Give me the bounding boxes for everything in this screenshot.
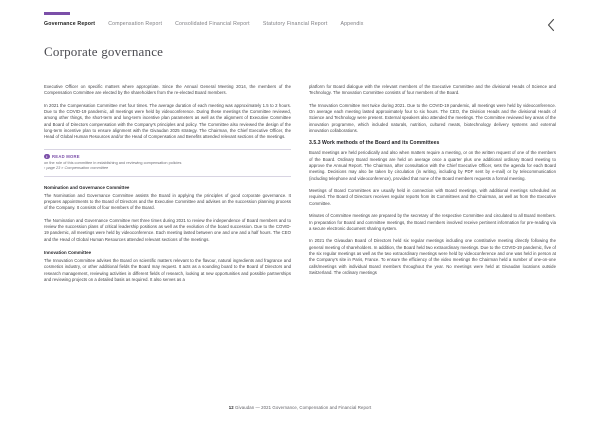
chevron-left-icon[interactable] — [546, 18, 556, 32]
read-more-link[interactable]: › page 23 » Compensation committee — [44, 166, 109, 171]
article-body — [44, 84, 556, 396]
paragraph: platform for Board dialogue with the relevant members of the Executive Committee and the divisional Heads of Science and Technology. The Innovation Committee consists of four members of the Board. — [309, 84, 556, 96]
right-column — [309, 84, 556, 396]
read-more-callout[interactable] — [44, 149, 291, 177]
paragraph: Board meetings are held periodically and also when matters require a meeting, or on the written request of one of the members of the Board. Ordinary Board meetings are held on average once a quarter plus one additional ordinary Board meeting to approve the Annual Report. The Chairman, after consultation with the Chief Executive Officer, sets the agenda for each Board meeting. Decisions may also be taken by circulation (in writing, including by PDF sent by e-mail) or by telecommunication (including telephone and videoconference), provided that none of the Board members requests a formal meeting. — [309, 150, 556, 181]
page-title: Corporate governance — [44, 44, 164, 59]
read-more-label: READ MORE — [52, 154, 80, 159]
heading-nomination-governance-committee: Nomination and Governance Committee — [44, 184, 130, 190]
paragraph: The Innovation Committee met twice during 2021. Due to the COVID-19 pandemic, all meetings were held by videoconference. On average each meeting lasted approximately four to six hours. The CEO, the Division Heads and the divisional Heads of Science and Technology were present. External speakers also attended the meetings. The Committee reviewed key areas of the innovation programme, which included naturals, nutrition, cultured meats, biotechnology delivery systems and external innovation collaborations. — [309, 102, 556, 134]
footer-text: Givaudan — 2021 Governance, Compensation and Financial Report — [235, 405, 372, 410]
tab-statutory-financial-report[interactable]: Statutory Financial Report — [262, 21, 328, 27]
paragraph: The Innovation Committee advises the Board on scientific matters relevant to the flavour, natural ingredients and fragrance and cosmetics industry, or other additional fields the Board may request. It acts as a sounding board to the Board of Directors and research management, reviewing activities in different fields of research, looking at new opportunities and possible partnerships and reviewing projects on a detailed basis as required. It also serves as a — [44, 258, 291, 283]
section-tabs — [44, 20, 377, 28]
accent-rule — [44, 12, 70, 15]
read-more-description: on the role of this committee in establishing and reviewing compensation policies — [44, 161, 182, 166]
heading-work-methods-board-committees: 3.5.3 Work methods of the Board and its Committees — [309, 140, 440, 147]
read-more-header — [44, 154, 291, 160]
tab-compensation-report[interactable]: Compensation Report — [108, 21, 163, 27]
paragraph: Executive Officer on specific matters where appropriate. Since the Annual General Meeting 2014, the members of the Compensation Committee are elected by the shareholders from the re-elected Board members. — [44, 84, 291, 96]
paragraph: Minutes of Committee meetings are prepared by the secretary of the respective Committee and circulated to all Board members. In preparation for Board and committee meetings, the Board members involved receive pertinent information for pre-reading via a secure electronic document sharing system. — [309, 213, 556, 231]
tab-governance-report[interactable]: Governance Report — [44, 21, 96, 27]
page-number: 12 — [228, 405, 234, 410]
heading-innovation-committee: Innovation Committee — [44, 250, 92, 256]
tab-consolidated-financial-report[interactable]: Consolidated Financial Report — [175, 21, 250, 27]
paragraph: The Nomination and Governance Committee met three times during 2021 to review the independence of Board members and to review the succession plans of critical leadership positions as well as the evolution of the board succession. Due to the COVID-19 pandemic, all meetings were held by videoconference. Each meeting lasted between one and one and a half hours. The CEO and the Head of Global Human Resources attended relevant sections of the meetings. — [44, 217, 291, 242]
paragraph: Meetings of Board Committees are usually held in connection with Board meetings, with additional meetings scheduled as required. The Board of Directors receives regular reports from its Committees and the Chairman, as well as from the Executive Committee. — [309, 188, 556, 206]
page-footer — [0, 405, 600, 410]
tab-appendix[interactable]: Appendix — [340, 21, 364, 27]
top-navigation — [44, 12, 556, 36]
info-icon: i — [44, 154, 50, 160]
left-column — [44, 84, 291, 396]
paragraph: The Nomination and Governance Committee assists the Board in applying the principles of good corporate governance. It prepares appointments to the Board of Directors and the Executive Committee and advises on the succession planning process of the Company. It consists of four members of the Board. — [44, 192, 291, 211]
paragraph: In 2021 the Givaudan Board of Directors held six regular meetings including one constitutive meeting directly following the general meeting of shareholders. In addition, the Board held two extraordinary meetings. Due to the COVID-19 pandemic, five of the six regular meetings as well as the two extraordinary meetings were held by videoconference and one was held in person at the Company's site in Paris, France. To ensure the efficiency of the video meetings the Chairman held a number of one-on-one calls/meetings with individual Board members throughout the year. No meetings were held at Givaudan locations outside Switzerland. The ordinary meetings — [309, 238, 556, 275]
paragraph: In 2021 the Compensation Committee met four times. The average duration of each meeting was approximately 1.5 to 2 hours. Due to the COVID-19 pandemic, all meetings were held by videoconference. During these meetings the Committee reviewed, among other things, the short-term and long-term incentive plan parameters as well as the alignment of Executive Committee and Board of Directors compensation with the Company's principles and policy. The Committee also reviewed the design of the long-term incentive plan to ensure alignment with the Givaudan 2025 strategy. The Chairman, the Chief Executive Officer, the Head of Global Human Resources and/or the Head of Compensation and Benefits attended relevant sections of the meetings. — [44, 102, 291, 140]
